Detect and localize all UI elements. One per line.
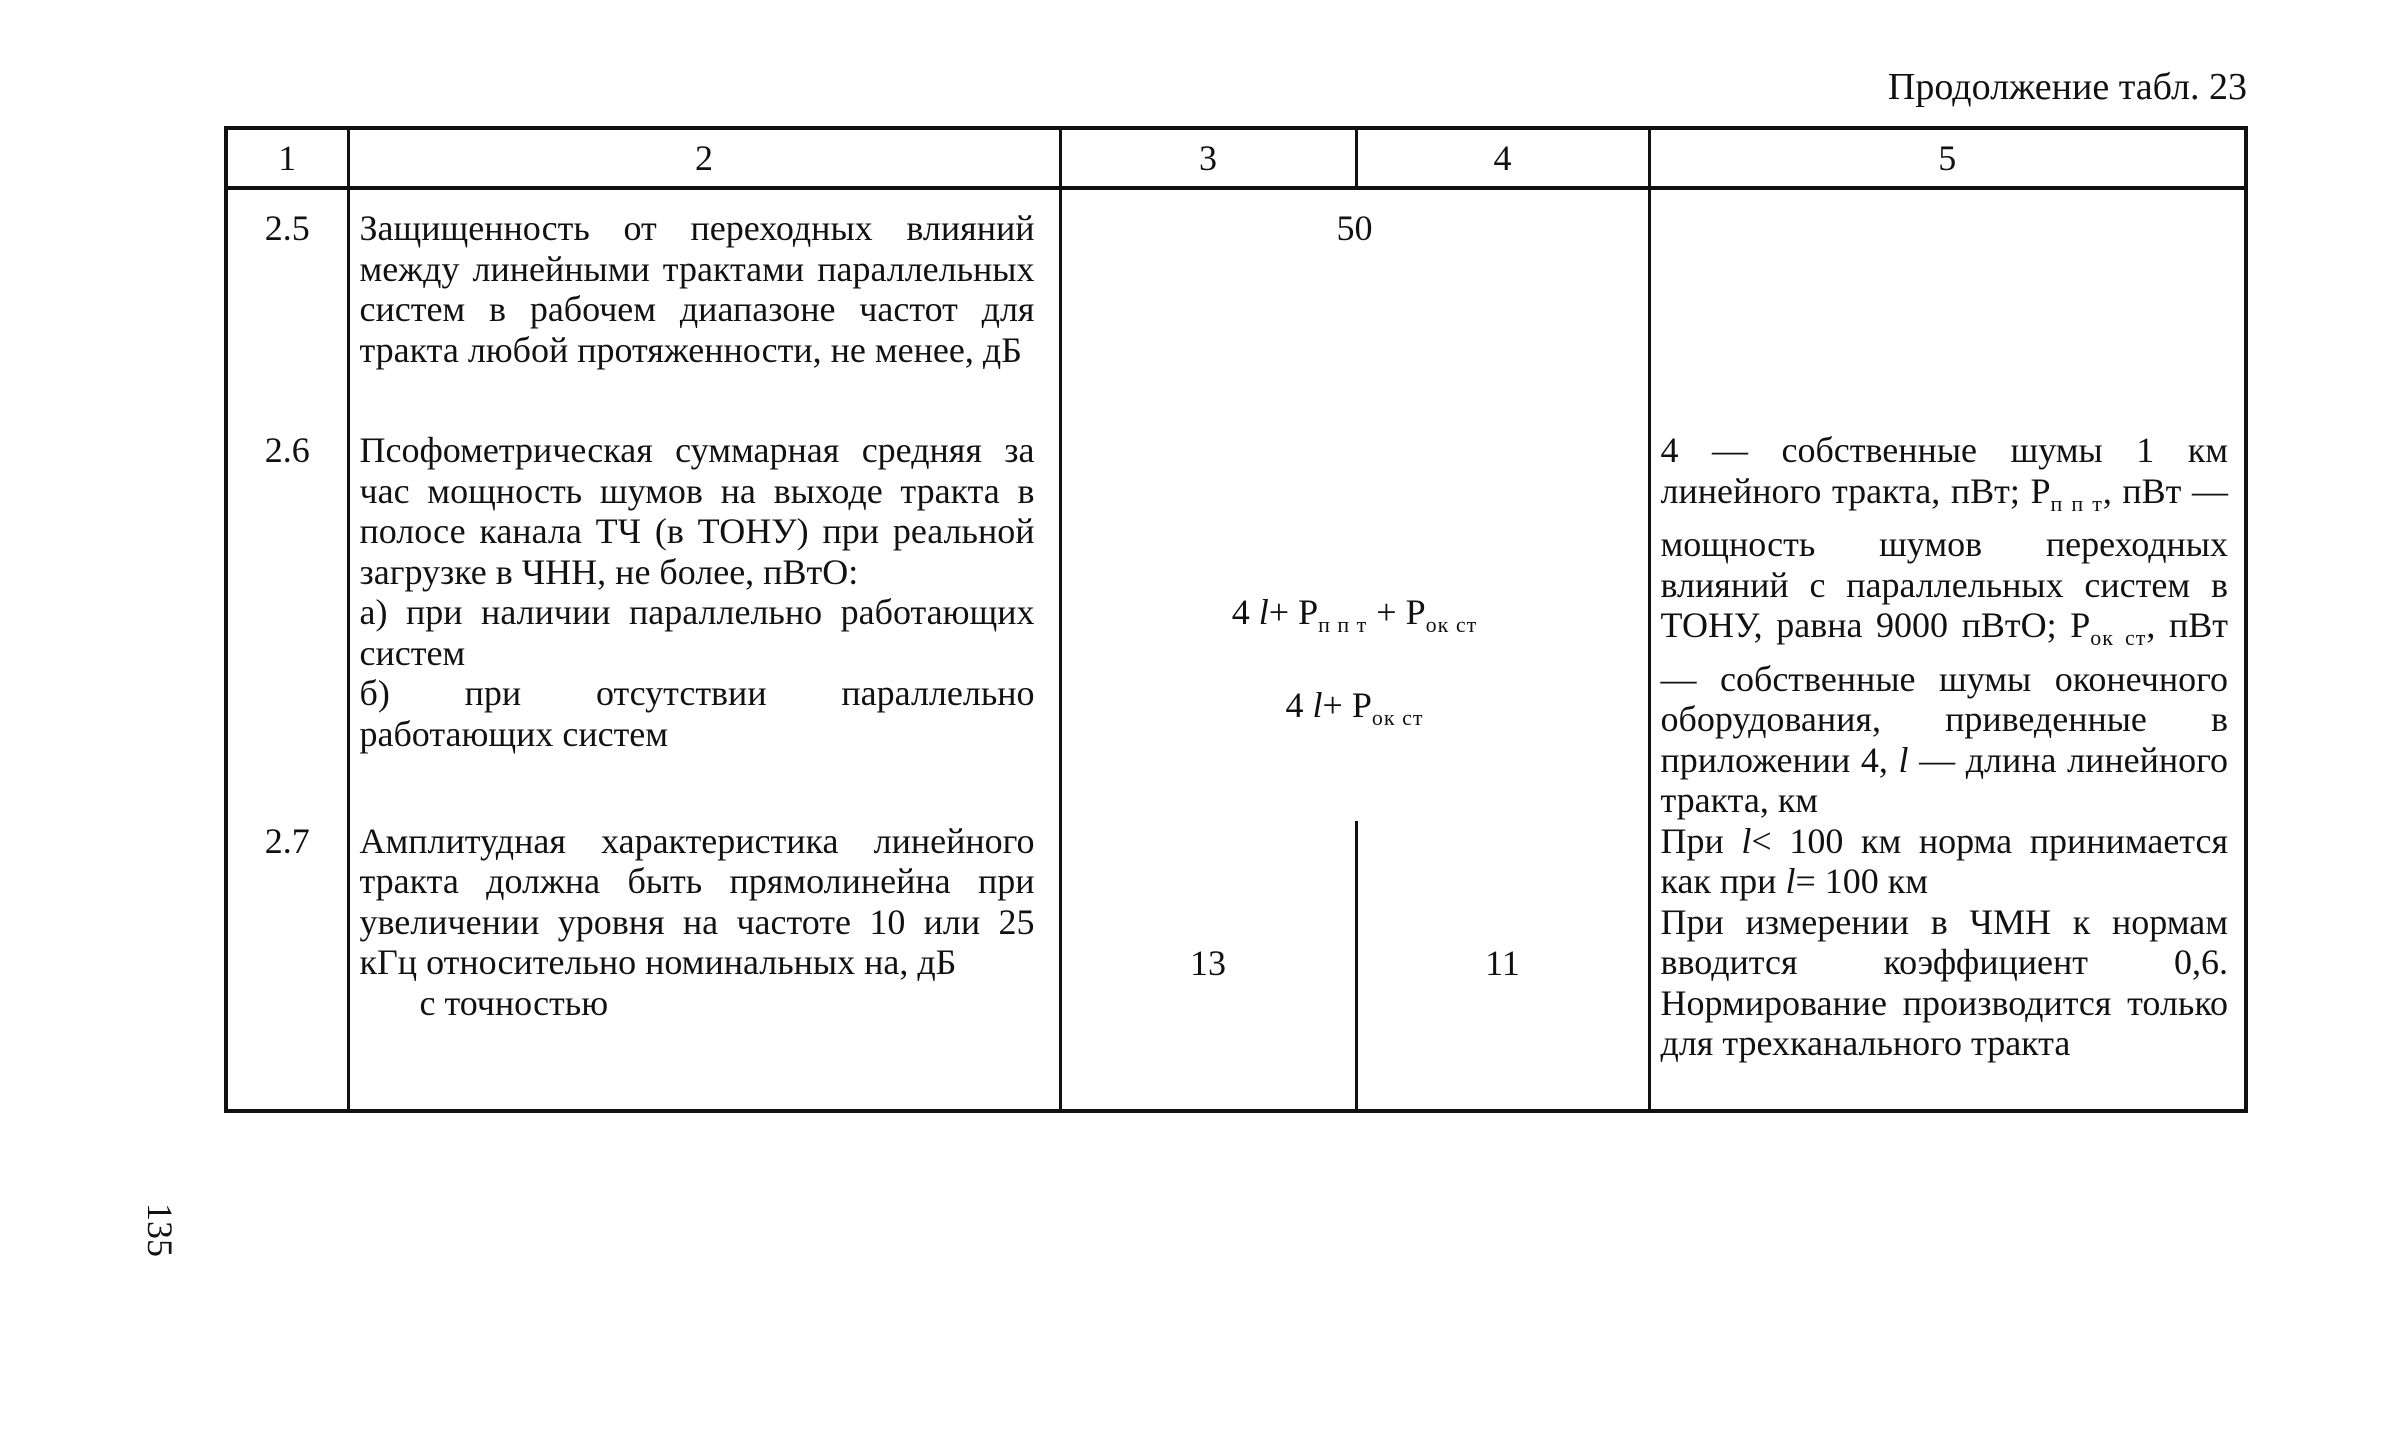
description-text: Защищенность от переходных влияний между линейными трактами параллельных систем в рабочем диапазоне частот для тракта любой протяженности, не менее, дБ [359,208,1035,370]
header-col-5: 5 [1649,128,2246,188]
table-row-2-7 [226,821,2246,1111]
description-item-a: а) при наличии параллельно работающих систем [359,592,1035,673]
row-description [348,430,1060,821]
value-cell [1060,188,1649,430]
note-cell [1649,821,2246,1111]
header-col-4: 4 [1356,128,1649,188]
table-continuation-caption: Продолжение табл. 23 [1887,66,2247,108]
note-text: 4 — собственные шумы 1 км линейного тракта, пВт; $P_{п п т}$, пВт — мощность шумов переходных влияний с параллельных систем в ТОНУ, равна 9000 пВтО; $P_{ок ст}$, пВт — собственные шумы оконечного оборудования, приведенные в приложении 4, l — длина линейного тракта, км [1660,430,2229,820]
value-text: 50 [1336,208,1373,248]
description-item-b: б) при отсутствии параллельно работающих систем [359,673,1035,754]
header-col-2: 2 [348,128,1060,188]
header-row [226,128,2246,188]
description-subtext: с точностью [419,982,609,1023]
row-number: 2.6 [226,430,348,821]
row-description [348,188,1060,430]
formula-without-parallel: 4 $l+ P_{ок ст}$ [1285,685,1424,730]
note-cell [1649,188,2246,430]
header-col-1: 1 [226,128,348,188]
formula-cell [1060,430,1649,821]
value-col-3 [1060,821,1356,1111]
table-row-2-6 [226,430,2246,821]
row-number: 2.7 [226,821,348,1111]
value-text: 13 [1190,942,1226,983]
note-cell [1649,430,2246,821]
page-number: 135 [140,1203,180,1257]
row-number: 2.5 [226,188,348,430]
note-measurement: При измерении в ЧМН к нормам вводится коэффициент 0,6. Нормирование производится только для трехканального тракта [1660,901,2228,1063]
table-row-2-5 [226,188,2246,430]
description-text: Амплитудная характеристика линейного тракта должна быть прямолинейна при увеличении уровня на частоте 10 или 25 кГц относительно номинальных на, дБ [359,820,1035,982]
header-col-3: 3 [1060,128,1356,188]
formula-with-parallel: 4 $l+ P_{п п т} + P_{ок ст}$ [1231,592,1478,637]
value-text: 11 [1485,942,1520,983]
row-description [348,821,1060,1111]
note-limit: При l< 100 км норма принимается как при l= 100 км [1660,820,2229,901]
description-text: Псофометрическая суммарная средняя за час мощность шумов на выходе тракта в полосе канала ТЧ (в ТОНУ) при реальной загрузке в ЧНН, не более, пВтО: [359,430,1035,592]
norms-table [224,126,2248,1113]
value-col-4 [1356,821,1649,1111]
